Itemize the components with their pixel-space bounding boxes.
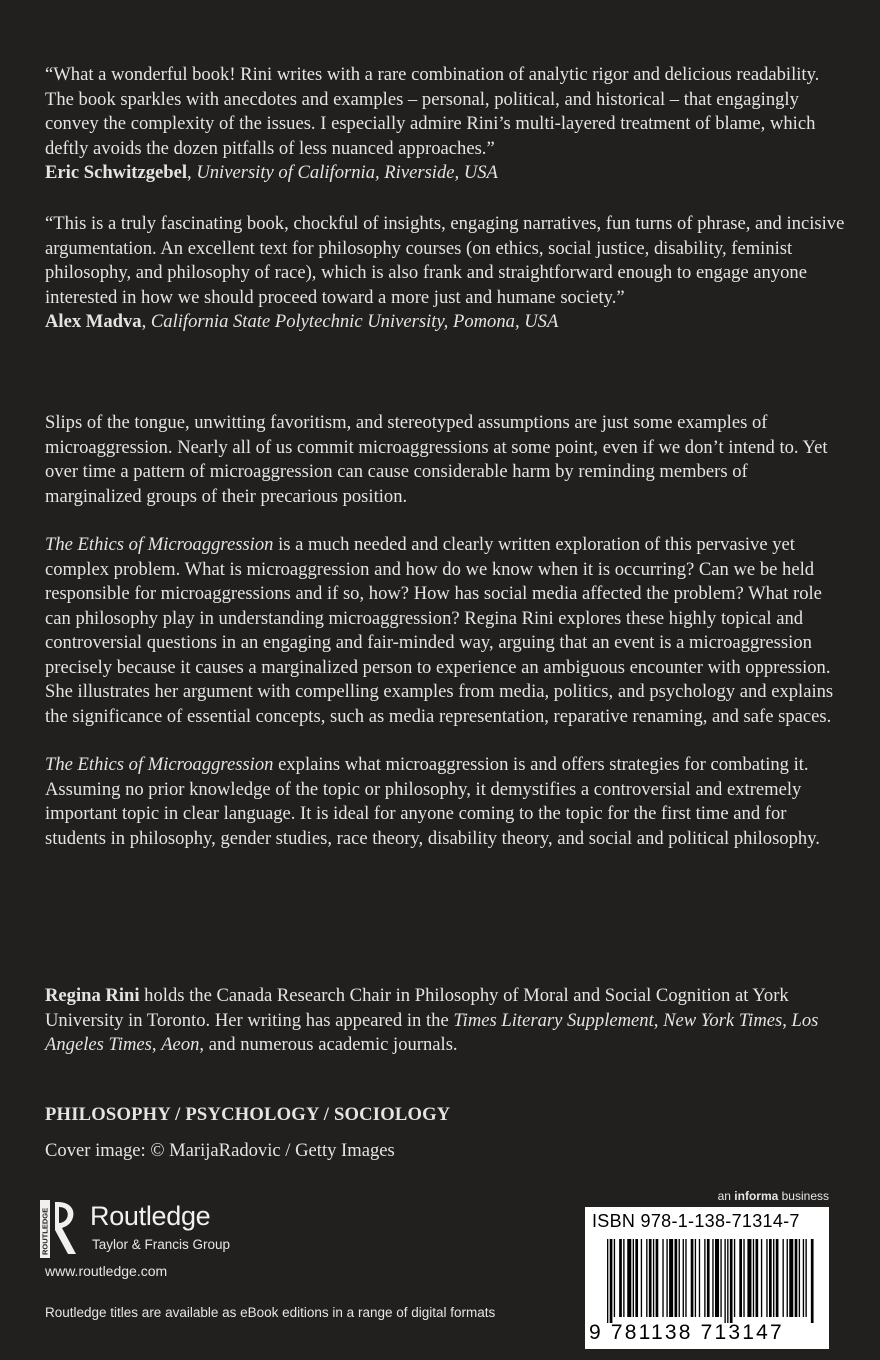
barcode-bar (739, 1239, 742, 1317)
endorsement-1-affiliation: University of California, Riverside, USA (196, 162, 498, 183)
author-name: Regina Rini (45, 985, 140, 1006)
barcode-bar (707, 1239, 710, 1317)
isbn-label: ISBN 978-1-138-71314-7 (592, 1211, 800, 1231)
description-paragraph-3 (45, 753, 845, 851)
barcode-bar (646, 1239, 647, 1317)
barcode-bar (656, 1239, 659, 1317)
barcode-bar (730, 1239, 733, 1323)
informa-prefix: an (717, 1189, 735, 1203)
barcode-bar (627, 1239, 631, 1317)
barcode-bar (783, 1239, 784, 1317)
barcode-bar (607, 1239, 608, 1323)
separator: , (151, 1034, 162, 1055)
publisher-group: Taylor & Francis Group (92, 1237, 231, 1252)
barcode-bar (669, 1239, 673, 1317)
barcode-bar (685, 1239, 686, 1317)
description-paragraph-3-body: explains what microaggression is and offers strategies for combating it. Assuming no prior knowledge of the topic or philosophy, it demystifies a controversial and extremely important topic in clear language. It is ideal for anyone coming to the topic for the first time and for students in philosophy, gender studies, race theory, disability theory, and social and political philosophy. (45, 754, 820, 849)
barcode-bar (789, 1239, 793, 1317)
subject-categories: PHILOSOPHY / PSYCHOLOGY / SOCIOLOGY (45, 1104, 451, 1125)
barcode-bar (715, 1239, 719, 1317)
barcode-bar (695, 1239, 696, 1317)
barcode-bar (691, 1239, 694, 1317)
endorsement-1 (45, 63, 845, 186)
endorsement-1-attribution: Eric Schwitzgebel, University of California, Riverside, USA (45, 162, 498, 183)
barcode-bar (805, 1239, 806, 1317)
barcode-bar (773, 1239, 774, 1317)
publication-name: Los Angeles Times (45, 1009, 819, 1055)
barcode-bar (724, 1239, 725, 1323)
informa-brand: informa (734, 1189, 779, 1203)
endorsement-2-affiliation: California State Polytechnic University, Pomona, USA (150, 311, 559, 332)
barcode-bar (743, 1239, 744, 1317)
barcode-bar (756, 1239, 759, 1317)
barcode-bar (766, 1239, 767, 1317)
author-bio (45, 984, 845, 1058)
barcode-bar (619, 1239, 622, 1317)
barcode-bar (699, 1239, 700, 1317)
endorsement-1-text: “What a wonderful book! Rini writes with a rare combination of analytic rigor and delicious readability. The book sparkles with anecdotes and examples – personal, political, and historical – that engagingly convey the complexity of the issues. I especially admire Rini’s multi-layered treatment of blame, which deftly avoids the dozen pitfalls of less nuanced approaches.” (45, 64, 820, 159)
barcode-bar (662, 1239, 663, 1317)
endorsement-1-name: Eric Schwitzgebel (45, 162, 188, 183)
endorsement-2 (45, 212, 845, 335)
ebook-note: Routledge titles are available as eBook editions in a range of digital formats (45, 1305, 496, 1320)
barcode-bar (811, 1239, 814, 1323)
barcode-bar (753, 1239, 754, 1317)
barcode-bar (799, 1239, 800, 1317)
barcode-bar (614, 1239, 615, 1317)
description-paragraph-2 (45, 533, 845, 729)
endorsement-2-attribution: Alex Madva, California State Polytechnic University, Pomona, USA (45, 311, 559, 332)
barcode-bar (666, 1239, 667, 1317)
barcode-bar (734, 1239, 735, 1317)
barcode-bar (787, 1239, 788, 1317)
barcode-bar (803, 1239, 804, 1317)
informa-suffix: business (778, 1189, 829, 1203)
barcode-bar (769, 1239, 772, 1317)
barcode-bar (761, 1239, 762, 1317)
barcode-bar (649, 1239, 652, 1317)
endorsement-2-text: “This is a truly fascinating book, chockful of insights, engaging narratives, fun turns of phrase, and incisive argumentation. An excellent text for philosophy courses (on ethics, social justice, disability, feminist philosophy, and philosophy of race), which is also frank and straightforward enough to engage anyone interested in how we should proceed toward a more just and humane society.” (45, 213, 845, 308)
isbn-barcode (585, 1207, 829, 1349)
author-bio-part: holds the Canada Research Chair in Philosophy of Moral and Social Cognition at York University in Toronto. Her writing has appeared in the (45, 985, 789, 1031)
barcode-bar (623, 1239, 624, 1317)
barcode-bar (727, 1239, 728, 1323)
cover-image-credit: Cover image: © MarijaRadovic / Getty Images (45, 1140, 395, 1161)
barcode-bar (712, 1239, 713, 1317)
barcode-bar (683, 1239, 684, 1317)
publication-name: Times Literary Supplement (453, 1009, 654, 1031)
logo-vertical-text: ROUTLEDGE (40, 1207, 50, 1255)
publication-name: New York Times (663, 1009, 783, 1031)
publisher-name: Routledge (90, 1201, 211, 1231)
separator: , (782, 1009, 792, 1031)
barcode-bar (675, 1239, 678, 1317)
description-paragraph-2-body: is a much needed and clearly written exploration of this pervasive yet complex problem. What is microaggression and how do we know when it is occurring? Can we be held responsible for microaggressions and if so, how? How has social media affected the problem? What role can philosophy play in understanding microaggression? Regina Rini explores these highly topical and controversial questions in an engaging and fair-minded way, arguing that an event is a microaggression precisely because it causes a marginalized person to experience an ambiguous encounter with oppression. She illustrates her argument with compelling examples from media, politics, and psychology and explains the significance of essential concepts, such as media representation, reparative renaming, and safe spaces. (45, 534, 834, 727)
author-bio-text (45, 984, 845, 1058)
publication-name: Aeon (161, 1034, 200, 1055)
description-paragraph-1: Slips of the tongue, unwitting favoritism, and stereotyped assumptions are just some examples of microaggression. Nearly all of us commit microaggressions at some point, even if we don’t intend to. Yet over time a pattern of microaggression can cause considerable harm by reminding members of marginalized groups of their precarious position. (45, 412, 828, 507)
barcode-bar (610, 1239, 613, 1323)
book-description (45, 411, 845, 851)
separator: , (653, 1009, 664, 1031)
book-title: The Ethics of Microaggression (45, 534, 274, 555)
barcode-bar (653, 1239, 654, 1317)
barcode-bar (635, 1239, 638, 1317)
barcode-bar (720, 1239, 721, 1317)
barcode-bar (641, 1239, 642, 1317)
author-bio-part: , and numerous academic journals. (199, 1034, 458, 1055)
barcode-bar (704, 1239, 705, 1317)
informa-business-label (718, 1189, 829, 1203)
barcode-digits: 9 781138 713147 (589, 1321, 784, 1344)
barcode-bar (795, 1239, 798, 1317)
barcode-bar (633, 1239, 634, 1317)
publisher-website-link[interactable]: www.routledge.com (45, 1263, 168, 1279)
barcode-bar (747, 1239, 751, 1317)
barcode-bar (679, 1239, 680, 1317)
endorsement-2-name: Alex Madva (45, 311, 142, 332)
barcode-bars (585, 1239, 829, 1323)
book-title: The Ethics of Microaggression (45, 754, 274, 775)
barcode-bar (776, 1239, 779, 1317)
